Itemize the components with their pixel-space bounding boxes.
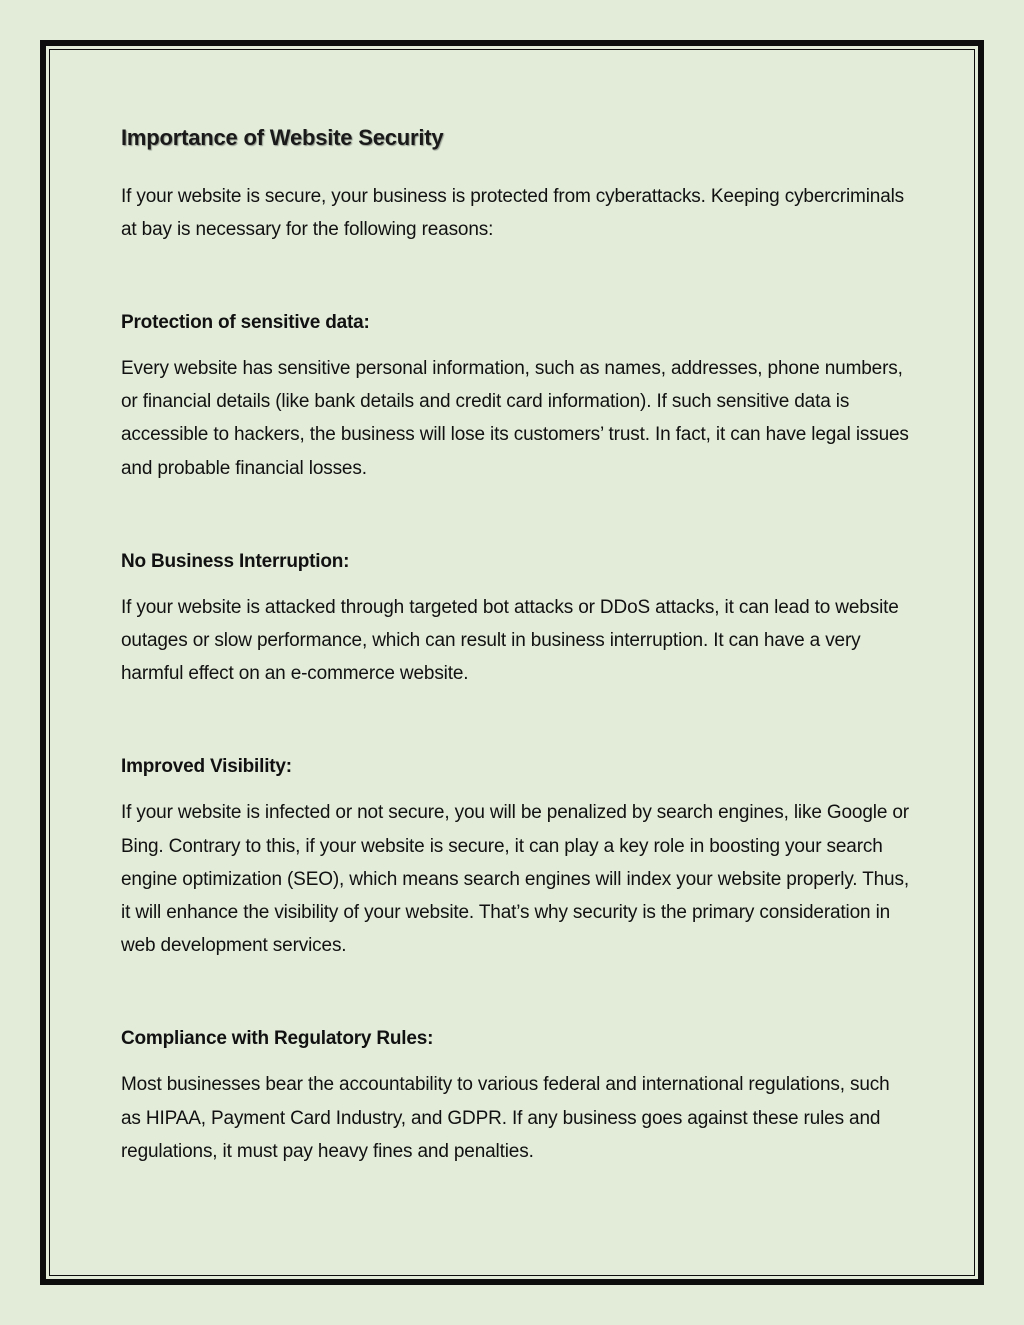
section-body: If your website is attacked through targeted bot attacks or DDoS attacks, it can lead to website outages or slow performance, which can result in business interruption. It can have a very harmful effect on an e-commerce website. (121, 596, 899, 685)
section-body: Most businesses bear the accountability to various federal and international regulations, such as HIPAA, Payment Card Industry, and GDPR. If any business goes against these rules and regulations, it must pay heavy fines and penalties. (121, 1074, 890, 1162)
page-title: Importance of Website Security (121, 125, 444, 150)
intro-paragraph: If your website is secure, your business is protected from cyberattacks. Keeping cybercriminals at bay is necessary for the following reasons: (121, 186, 905, 240)
section-heading: Compliance with Regulatory Rules: (121, 1028, 434, 1050)
section-heading: Improved Visibility: (121, 756, 292, 778)
section-improved-visibility (121, 750, 911, 962)
section-heading: Protection of sensitive data: (121, 312, 370, 333)
section-heading: No Business Interruption: (121, 550, 350, 572)
section-business-interruption (121, 545, 911, 691)
section-body: If your website is infected or not secure, you will be penalized by search engines, like Google or Bing. Contrary to this, if your website is secure, it can play a key role in boosting your search engine optimization (SEO), which means search engines will index your website properly. Thus, it will enhance the visibility of your website. That’s why security is the primary consideration in web development services. (121, 802, 909, 957)
section-sensitive-data (121, 306, 911, 485)
section-regulatory-compliance (121, 1022, 911, 1168)
section-body: Every website has sensitive personal information, such as names, addresses, phone numbers, or financial details (like bank details and credit card information). If such sensitive data is accessible to hackers, the business will lose its customers’ trust. In fact, it can have legal issues and probable financial losses. (121, 358, 909, 479)
document-content (121, 122, 911, 1228)
